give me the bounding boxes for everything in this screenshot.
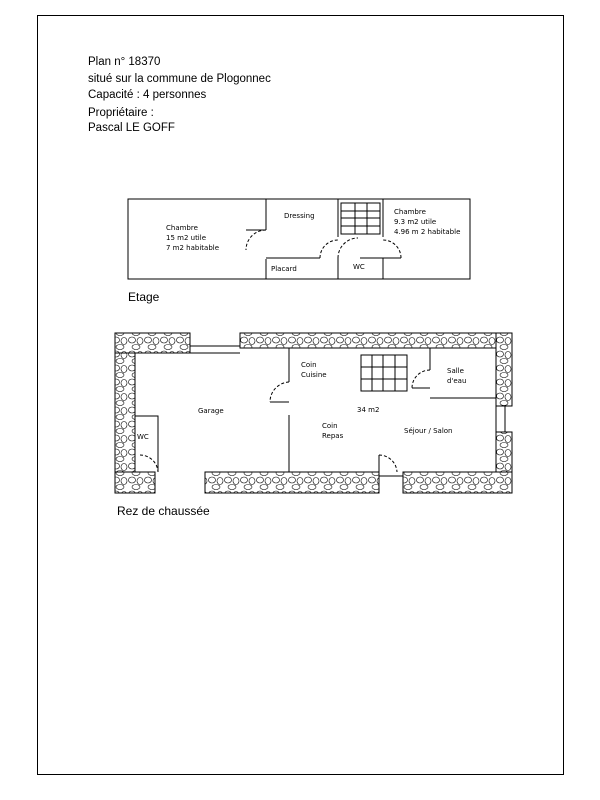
room-label-chambre-2: Chambre xyxy=(394,208,426,216)
room-area-chambre-2-habitable: 4.96 m 2 habitable xyxy=(394,228,461,236)
room-label-sejour: Séjour / Salon xyxy=(404,427,453,435)
owner-name: Pascal LE GOFF xyxy=(88,122,175,134)
room-label-wc-rdc: WC xyxy=(137,433,149,441)
room-label-coin-repas-1: Coin xyxy=(322,422,338,430)
plan-number: Plan n° 18370 xyxy=(88,56,161,68)
room-label-coin-cuisine-1: Coin xyxy=(301,361,317,369)
commune-line: situé sur la commune de Plogonnec xyxy=(88,73,271,85)
room-label-garage: Garage xyxy=(198,407,224,415)
room-area-chambre-1-habitable: 7 m2 habitable xyxy=(166,244,220,252)
room-label-salle-1: Salle xyxy=(447,367,464,375)
room-area-total: 34 m2 xyxy=(357,406,380,414)
room-label-dressing: Dressing xyxy=(284,212,315,220)
room-label-coin-repas-2: Repas xyxy=(322,432,344,440)
room-label-placard: Placard xyxy=(271,265,297,273)
owner-label: Propriétaire : xyxy=(88,107,154,119)
room-label-chambre-1: Chambre xyxy=(166,224,198,232)
caption-rez-de-chaussee: Rez de chaussée xyxy=(117,504,210,518)
ground-floor-plan xyxy=(115,333,512,493)
capacity-line: Capacité : 4 personnes xyxy=(88,89,207,101)
room-area-chambre-1-utile: 15 m2 utile xyxy=(166,234,207,242)
room-label-coin-cuisine-2: Cuisine xyxy=(301,371,327,379)
room-area-chambre-2-utile: 9.3 m2 utile xyxy=(394,218,437,226)
caption-etage: Etage xyxy=(128,290,160,304)
room-label-salle-2: d'eau xyxy=(447,377,467,385)
room-label-wc-etage: WC xyxy=(353,263,365,271)
